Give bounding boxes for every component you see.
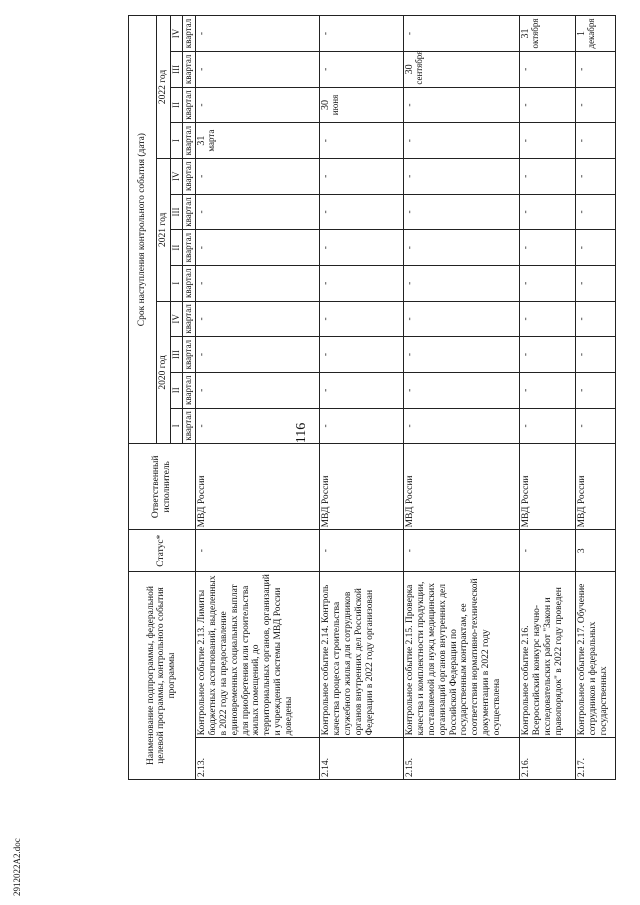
header-quarter-number: I bbox=[171, 123, 183, 159]
quarter-cell: - bbox=[575, 301, 615, 337]
quarter-cell: - bbox=[403, 158, 519, 194]
quarter-cell: - bbox=[319, 123, 403, 159]
quarter-cell: - bbox=[575, 265, 615, 301]
table-row bbox=[319, 16, 403, 780]
quarter-cell: - bbox=[519, 265, 575, 301]
event-executor: МВД России bbox=[575, 444, 615, 530]
event-date-day: 31 bbox=[195, 135, 207, 146]
quarter-cell: - bbox=[319, 372, 403, 408]
quarter-cell: - bbox=[575, 123, 615, 159]
quarter-cell: - bbox=[319, 265, 403, 301]
quarter-cell: - bbox=[519, 158, 575, 194]
header-status: Статус* bbox=[129, 530, 196, 572]
quarter-cell: - bbox=[195, 372, 319, 408]
quarter-cell: - bbox=[519, 52, 575, 88]
quarter-cell: - bbox=[319, 158, 403, 194]
rotated-page bbox=[128, 15, 636, 780]
header-quarter-word: квартал bbox=[183, 230, 195, 266]
quarter-cell: - bbox=[575, 87, 615, 123]
event-name: Контрольное событие 2.13. Лимиты бюджетных ассигнований, выделенных в 2022 году на предоставление единовременных социальных выплат для приобретения или строительства жилых помещений, до территориальных органов, организаций и учреждений системы МВД России доведены bbox=[195, 571, 319, 737]
page-number: 116 bbox=[294, 422, 309, 444]
quarter-cell: - bbox=[519, 301, 575, 337]
header-quarter-number: II bbox=[171, 230, 183, 266]
header-quarter-word: квартал bbox=[183, 52, 195, 88]
quarter-cell: - bbox=[195, 87, 319, 123]
event-executor: МВД России bbox=[195, 444, 319, 530]
row-number: 2.13. bbox=[195, 738, 319, 780]
quarter-cell: - bbox=[519, 337, 575, 373]
quarter-cell: - bbox=[575, 337, 615, 373]
event-date bbox=[403, 52, 519, 88]
quarter-cell: - bbox=[319, 408, 403, 444]
event-name: Контрольное событие 2.15. Проверка качества и комплектности продукции, поставляемой для нужд медицинских организаций органов внутренних дел Российской Федерации по государственным контрактам, ее соответствия нормативно-технической документации в 2022 году осуществлена bbox=[403, 571, 519, 737]
quarter-cell: - bbox=[195, 158, 319, 194]
event-date bbox=[319, 87, 403, 123]
header-quarter-word: квартал bbox=[183, 337, 195, 373]
event-name: Контрольное событие 2.14. Контроль качества процесса строительства служебного жилья для сотрудников органов внутренних дел Российской Федерации в 2022 году организован bbox=[319, 571, 403, 737]
header-quarter-number: II bbox=[171, 87, 183, 123]
event-date-month: июня bbox=[329, 94, 340, 116]
quarter-cell: - bbox=[575, 194, 615, 230]
event-status: - bbox=[195, 530, 319, 572]
quarter-cell: - bbox=[195, 194, 319, 230]
quarter-cell: - bbox=[319, 52, 403, 88]
quarter-cell: - bbox=[319, 16, 403, 52]
event-name: Контрольное событие 2.17. Обучение сотрудников и федеральных государственных bbox=[575, 571, 615, 737]
header-quarter-number: III bbox=[171, 337, 183, 373]
event-name: Контрольное событие 2.16. Всероссийский конкурс научно-исследовательских работ "Закон и правопорядок" в 2022 году проведен bbox=[519, 571, 575, 737]
event-date-day: 30 bbox=[403, 64, 415, 75]
header-quarter-number: IV bbox=[171, 16, 183, 52]
control-events-table bbox=[128, 15, 616, 780]
header-executor: Ответственный исполнитель bbox=[129, 444, 196, 530]
header-quarter-word: квартал bbox=[183, 265, 195, 301]
quarter-cell: - bbox=[575, 408, 615, 444]
quarter-cell: - bbox=[575, 158, 615, 194]
quarter-cell: - bbox=[195, 301, 319, 337]
event-status: - bbox=[403, 530, 519, 572]
quarter-cell: - bbox=[319, 337, 403, 373]
header-quarter-word: квартал bbox=[183, 87, 195, 123]
quarter-cell: - bbox=[403, 372, 519, 408]
header-quarter-number: III bbox=[171, 194, 183, 230]
quarter-cell: - bbox=[195, 52, 319, 88]
quarter-cell: - bbox=[403, 408, 519, 444]
table-row bbox=[195, 16, 319, 780]
quarter-cell: - bbox=[403, 123, 519, 159]
quarter-cell: - bbox=[319, 301, 403, 337]
table-row bbox=[575, 16, 615, 780]
event-date-month: декабря bbox=[585, 18, 596, 49]
quarter-cell: - bbox=[403, 87, 519, 123]
table-row bbox=[519, 16, 575, 780]
header-quarter-word: квартал bbox=[183, 158, 195, 194]
header-name: Наименование подпрограммы, федеральной целевой программы, контрольного события программы bbox=[129, 571, 196, 779]
quarter-cell: - bbox=[195, 16, 319, 52]
event-date-month: октября bbox=[529, 18, 540, 49]
quarter-cell: - bbox=[519, 87, 575, 123]
quarter-cell: - bbox=[519, 408, 575, 444]
quarter-cell: - bbox=[403, 194, 519, 230]
event-status: 3 bbox=[575, 530, 615, 572]
event-executor: МВД России bbox=[319, 444, 403, 530]
quarter-cell: - bbox=[519, 372, 575, 408]
quarter-cell: - bbox=[403, 301, 519, 337]
quarter-cell: - bbox=[519, 123, 575, 159]
row-number: 2.16. bbox=[519, 738, 575, 780]
header-year-2022: 2022 год bbox=[157, 16, 171, 159]
event-executor: МВД России bbox=[519, 444, 575, 530]
quarter-cell: - bbox=[195, 230, 319, 266]
event-date-day: 30 bbox=[319, 99, 331, 110]
quarter-cell: - bbox=[519, 230, 575, 266]
event-date bbox=[519, 16, 575, 52]
quarter-cell: - bbox=[319, 194, 403, 230]
header-year-2020: 2020 год bbox=[157, 301, 171, 444]
header-quarter-word: квартал bbox=[183, 16, 195, 52]
header-quarter-word: квартал bbox=[183, 123, 195, 159]
control-events-table-wrapper bbox=[128, 15, 636, 780]
quarter-cell: - bbox=[195, 337, 319, 373]
row-number: 2.15. bbox=[403, 738, 519, 780]
quarter-cell: - bbox=[575, 52, 615, 88]
header-year-2021: 2021 год bbox=[157, 158, 171, 301]
header-quarter-number: II bbox=[171, 372, 183, 408]
event-status: - bbox=[519, 530, 575, 572]
header-quarter-number: I bbox=[171, 265, 183, 301]
quarter-cell: - bbox=[195, 265, 319, 301]
quarter-cell: - bbox=[319, 230, 403, 266]
document-footer: 2912022A2.doc bbox=[12, 838, 22, 896]
event-status: - bbox=[319, 530, 403, 572]
header-quarter-number: IV bbox=[171, 158, 183, 194]
event-date bbox=[195, 123, 319, 159]
event-date-month: сентября bbox=[413, 50, 424, 85]
row-number: 2.17. bbox=[575, 738, 615, 780]
quarter-cell: - bbox=[575, 230, 615, 266]
table-row bbox=[403, 16, 519, 780]
quarter-cell: - bbox=[403, 337, 519, 373]
event-date bbox=[575, 16, 615, 52]
header-quarter-number: III bbox=[171, 52, 183, 88]
row-number: 2.14. bbox=[319, 738, 403, 780]
quarter-cell: - bbox=[403, 230, 519, 266]
header-date-span: Срок наступления контрольного события (дата) bbox=[129, 16, 157, 444]
event-date-day: 1 bbox=[575, 31, 587, 36]
quarter-cell: - bbox=[403, 16, 519, 52]
header-quarter-number: I bbox=[171, 408, 183, 444]
header-quarter-word: квартал bbox=[183, 408, 195, 444]
quarter-cell: - bbox=[575, 372, 615, 408]
header-quarter-number: IV bbox=[171, 301, 183, 337]
quarter-cell: - bbox=[195, 408, 319, 444]
header-quarter-word: квартал bbox=[183, 372, 195, 408]
event-executor: МВД России bbox=[403, 444, 519, 530]
header-quarter-word: квартал bbox=[183, 194, 195, 230]
quarter-cell: - bbox=[519, 194, 575, 230]
event-date-month: марта bbox=[205, 129, 216, 152]
quarter-cell: - bbox=[403, 265, 519, 301]
event-date-day: 31 bbox=[519, 28, 531, 39]
header-quarter-word: квартал bbox=[183, 301, 195, 337]
